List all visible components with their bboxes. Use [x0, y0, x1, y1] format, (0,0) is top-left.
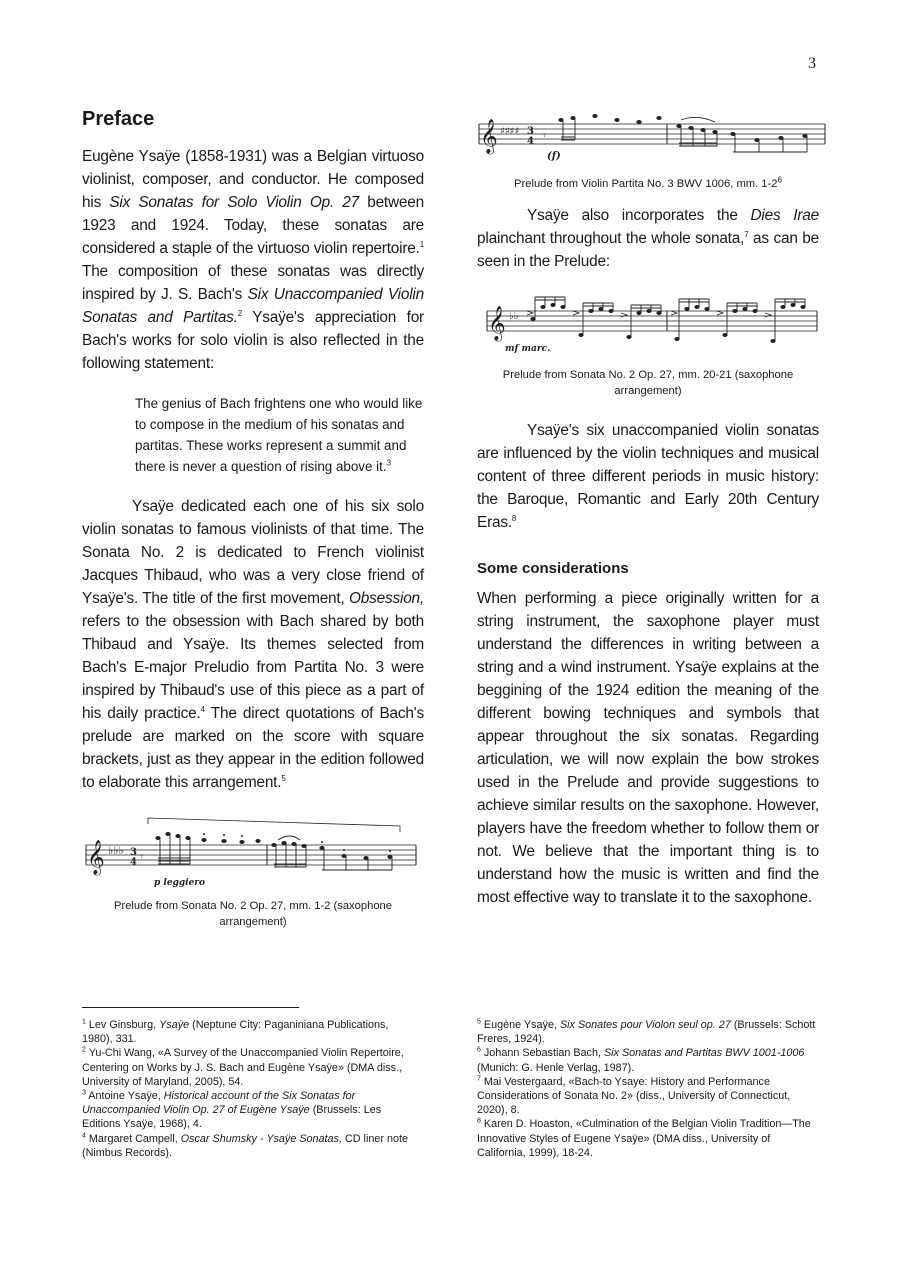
music-example-bach-partita3-mm1-2	[477, 112, 827, 166]
right-column	[477, 112, 819, 909]
time-signature: 3	[130, 847, 137, 858]
stems-and-beams	[535, 297, 805, 341]
stems-and-beams	[561, 117, 807, 152]
footnotes-left	[82, 1018, 422, 1160]
block-quote: The genius of Bach frightens one who would like to compose in the medium of his sonatas and partitas. These works represent a summit and there is never a question of rising above it.$^3$	[135, 396, 423, 474]
footnote: $^1$ Lev Ginsburg, Ysaÿe (Neptune City: Paganiniana Publications, 1980), 331.	[82, 1018, 389, 1046]
section-title-preface: Preface	[82, 108, 155, 130]
eighth-rest-icon: 𝄾	[140, 850, 143, 863]
dynamic-marking: mf marc.	[505, 344, 551, 354]
music-example-caption: Prelude from Sonata No. 2 Op. 27, mm. 1-2 (saxophone arrangement)	[114, 900, 392, 928]
paragraph: When performing a piece originally written for a string instrument, the saxophone player must understand the differences in writing between a string and a wind instrument. Ysaÿe explains at the beggining of the 1924 edition the meaning of the different bowing techniques and symbols that appear throughout the six sonatas. Regarding articulation, we will now explain the bow strokes used in the Prelude and provide suggestions to achieve similar results on the saxophone. However, players have the freedom whether to follow them or not. We believe that the important thing is to understand how the music is written and find the most effective way to translate it to the saxophone.	[477, 590, 819, 906]
stems-and-beams	[158, 834, 392, 870]
footnote: $^8$ Karen D. Hoaston, «Culmination of the Belgian Violin Tradition—The Innovative Styles of Eugene Ysaÿe» (DMA diss., University of California, 1999), 18-24.	[477, 1117, 811, 1159]
eighth-rest-icon: 𝄾	[543, 129, 546, 142]
footnote: $^3$ Antoine Ysaÿe, Historical account of the Six Sonatas for Unaccompanied Violin Op. 27 of Eugène Ysaÿe (Brussels: Les Editions Ysaÿe, 1968), 4.	[82, 1089, 382, 1131]
treble-clef-icon: 𝄞	[488, 306, 506, 341]
bracket	[148, 818, 400, 832]
footnote-divider	[82, 1007, 299, 1008]
dynamic-marking: (f)	[547, 151, 561, 162]
music-example-sonata2-mm1-2	[82, 812, 424, 894]
paragraph: Eugène Ysaÿe (1858-1931) was a Belgian virtuoso violinist, composer, and conductor. He composed his Six Sonatas for Solo Violin Op. 27 between 1923 and 1924. Today, these sonatas are considered a staple of the virtuoso violin repertoire.$^1$ The composition of these sonatas was directly inspired by J. S. Bach's Six Unaccompanied Violin Sonatas and Partitas.$^2$ Ysaÿe's appreciation for Bach's works for solo violin is also reflected in the following statement:	[82, 148, 424, 372]
footnote: $^6$ Johann Sebastian Bach, Six Sonatas and Partitas BWV 1001-1006 (Munich: G. Henle Verlag, 1987).	[477, 1046, 805, 1074]
dynamic-marking: p leggiero	[154, 878, 206, 888]
music-example-sonata2-mm20-21	[477, 291, 819, 361]
treble-clef-icon: 𝄞	[480, 119, 498, 154]
footnote: $^4$ Margaret Campell, Oscar Shumsky - Ysaÿe Sonatas, CD liner note (Nimbus Records).	[82, 1132, 408, 1159]
paragraph: Ysaÿe dedicated each one of his six solo violin sonatas to famous violinists of that time. The Sonata No. 2 is dedicated to French violinist Jacques Thibaud, who was a very close friend of Ysaÿe's. The title of the first movement, Obsession, refers to the obsession with Bach shared by both Thibaud and Ysaÿe. Its themes selected from Bach's E-major Preludio from Partita No. 3 were inspired by Thibaud's use of this piece as a part of his daily practice.$^4$ The direct quotations of Bach's prelude are marked on the score with square brackets, just as they appear in the edition followed to elaborate this arrangement.$^5$	[82, 498, 425, 791]
music-example-caption: Prelude from Sonata No. 2 Op. 27, mm. 20-21 (saxophone arrangement)	[502, 369, 794, 397]
noteheads	[558, 114, 807, 142]
key-signature: ♭♭	[509, 311, 519, 322]
key-signature: ♯♯♯♯	[500, 126, 520, 137]
footnote: $^7$ Mai Vestergaard, «Bach-to Ysaye: History and Performance Considerations of Sonata No. 2» (diss., University of Connecticut, 2020), 8.	[477, 1075, 791, 1117]
footnote: $^5$ Eugène Ysaÿe, Six Sonates pour Violon seul op. 27 (Brussels: Schott Freres, 1924).	[477, 1018, 816, 1046]
noteheads	[530, 303, 805, 343]
left-column	[82, 108, 424, 930]
time-signature: 3	[527, 126, 534, 137]
section-title-considerations: Some considerations	[477, 560, 629, 577]
paragraph: Ysaÿe's six unaccompanied violin sonatas are influenced by the violin techniques and musical content of three different periods in music history: the Baroque, Romantic and Early 20th Century Eras.$^8$	[477, 422, 819, 531]
music-example-caption: Prelude from Violin Partita No. 3 BWV 1006, mm. $1-2^6$	[514, 175, 782, 190]
page-number: 3	[808, 55, 816, 72]
svg-text:4: 4	[527, 136, 534, 147]
svg-text:4: 4	[130, 857, 137, 868]
footnotes-right	[477, 1018, 817, 1160]
noteheads	[155, 832, 392, 860]
treble-clef-icon: 𝄞	[87, 840, 105, 875]
footnote: $^2$ Yu-Chi Wang, «A Survey of the Unaccompanied Violin Repertoire, Centering on Works by J. S. Bach and Eugène Ysaÿe» (DMA diss., University of Maryland, 2005), 54.	[82, 1046, 404, 1088]
key-signature: ♭♭♭	[108, 844, 124, 857]
paragraph: Ysaÿe also incorporates the Dies Irae plainchant throughout the whole sonata,$^7$ as can be seen in the Prelude:	[477, 207, 819, 270]
